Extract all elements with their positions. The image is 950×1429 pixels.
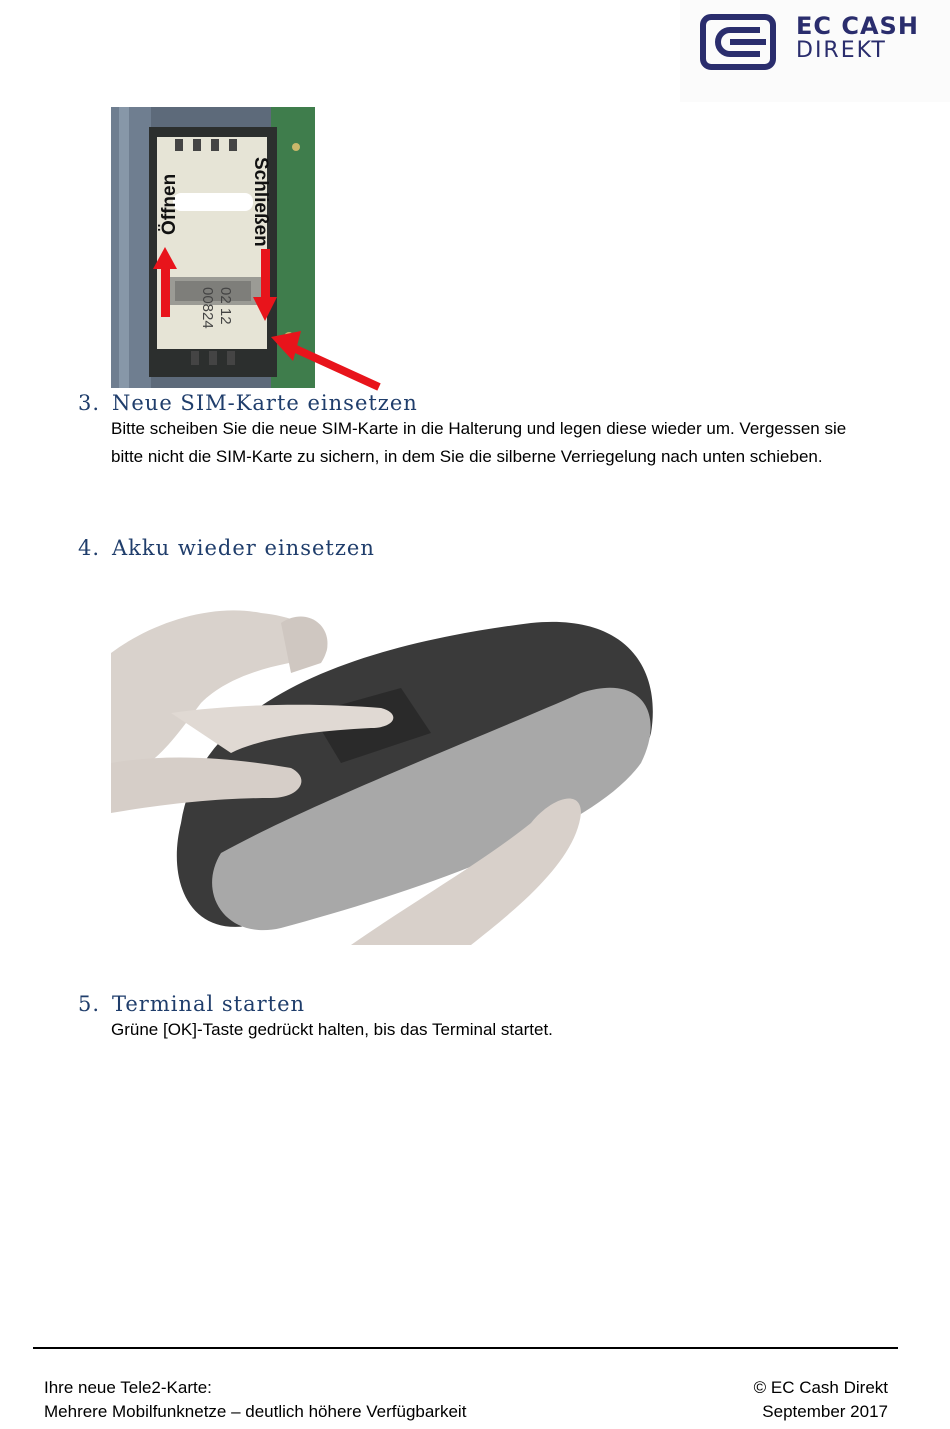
- step-5-text-line1: Grüne [OK]-Taste gedrückt halten, bis das Terminal startet.: [111, 1020, 553, 1039]
- label-open: Öffnen: [159, 173, 180, 235]
- sim-card-digits-1: 00824: [199, 287, 216, 329]
- footer-right: [754, 1376, 888, 1424]
- step-5-heading: [78, 992, 305, 1016]
- footer-right-line2: September 2017: [762, 1402, 888, 1421]
- logo-mark-icon: [700, 14, 780, 76]
- footer-left-line1: Ihre neue Tele2-Karte:: [44, 1378, 212, 1397]
- step-3-text: [111, 415, 846, 471]
- step-3-text-line2: bitte nicht die SIM-Karte zu sichern, in dem Sie die silberne Verriegelung nach unten schieben.: [111, 447, 823, 466]
- step-3-heading: [78, 391, 418, 415]
- company-logo: [680, 0, 950, 102]
- step-5-number: 5.: [78, 992, 101, 1016]
- step-4-heading: [78, 536, 375, 560]
- footer-divider: [33, 1347, 898, 1349]
- label-close: Schließen: [250, 157, 271, 247]
- step-4-title: Akku wieder einsetzen: [112, 536, 375, 560]
- step-3-text-line1: Bitte scheiben Sie die neue SIM-Karte in die Halterung und legen diese wieder um. Vergessen sie: [111, 419, 847, 438]
- footer-left-line2: Mehrere Mobilfunknetze – deutlich höhere Verfügbarkeit: [44, 1402, 467, 1421]
- sim-holder-photo: [111, 107, 382, 392]
- step-4-number: 4.: [78, 536, 101, 560]
- step-5-title: Terminal starten: [112, 992, 306, 1016]
- logo-text-line1: EC CASH: [796, 12, 919, 40]
- step-3-title: Neue SIM-Karte einsetzen: [112, 391, 418, 415]
- sim-card-digits-2: 02 12: [217, 287, 234, 325]
- terminal-battery-photo: [111, 563, 676, 945]
- step-5-text: [111, 1016, 553, 1044]
- footer-right-line1: © EC Cash Direkt: [753, 1378, 888, 1397]
- logo-text-line2: DIREKT: [796, 38, 887, 63]
- step-3-number: 3.: [78, 391, 101, 415]
- footer-left: [44, 1376, 466, 1424]
